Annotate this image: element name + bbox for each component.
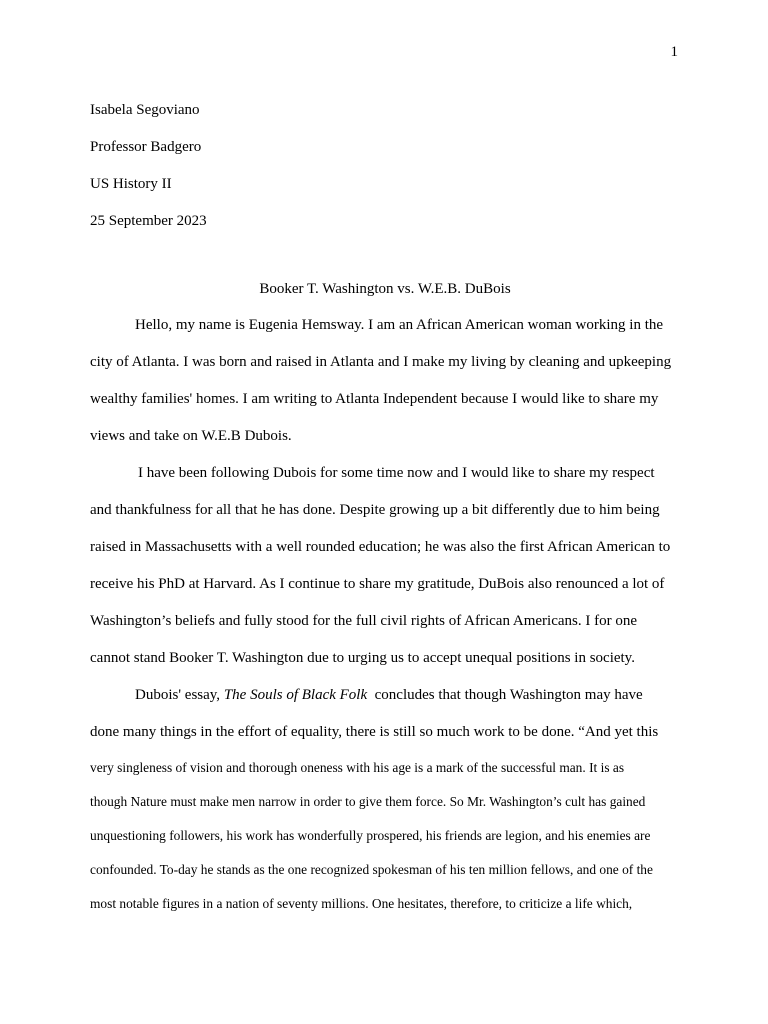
- quote-line: confounded. To-day he stands as the one recognized spokesman of his ten million fellows, and one of the: [90, 862, 653, 877]
- date: 25 September 2023: [90, 213, 207, 229]
- quote-line: most notable figures in a nation of seventy millions. One hesitates, therefore, to criticize a life which,: [90, 896, 633, 911]
- body-text: Dubois' essay,: [135, 687, 224, 703]
- body-line: cannot stand Booker T. Washington due to urging us to accept unequal positions in society.: [90, 650, 635, 666]
- body-line: I have been following Dubois for some time now and I would like to share my respect: [138, 465, 655, 481]
- mla-heading: [90, 92, 680, 240]
- body-line: raised in Massachusetts with a well rounded education; he was also the first African American to: [90, 539, 671, 555]
- body-line: [90, 677, 680, 714]
- author-name: Isabela Segoviano: [90, 102, 200, 118]
- course-name: US History II: [90, 176, 172, 192]
- body-line: city of Atlanta. I was born and raised in Atlanta and I make my living by cleaning and upkeeping: [90, 354, 672, 370]
- body-line: views and take on W.E.B Dubois.: [90, 428, 292, 444]
- quote-line: though Nature must make men narrow in order to give them force. So Mr. Washington’s cult has gained: [90, 794, 646, 809]
- body-line: Washington’s beliefs and fully stood for the full civil rights of African Americans. I for one: [90, 613, 638, 629]
- page-number: 1: [670, 44, 678, 60]
- essay-body: [90, 307, 680, 921]
- body-line: Hello, my name is Eugenia Hemsway. I am an African American woman working in the: [135, 317, 664, 333]
- body-text: concludes that though Washington may have: [367, 687, 643, 703]
- body-line: wealthy families' homes. I am writing to Atlanta Independent because I would like to share my: [90, 391, 659, 407]
- essay-title: Booker T. Washington vs. W.E.B. DuBois: [259, 281, 511, 297]
- body-line: and thankfulness for all that he has done. Despite growing up a bit differently due to him being: [90, 502, 660, 518]
- body-line: receive his PhD at Harvard. As I continue to share my gratitude, DuBois also renounced a lot of: [90, 576, 665, 592]
- book-title: The Souls of Black Folk: [223, 687, 368, 703]
- body-line: done many things in the effort of equality, there is still so much work to be done. “And yet this: [90, 724, 659, 740]
- quote-line: unquestioning followers, his work has wonderfully prospered, his friends are legion, and his enemies are: [90, 828, 651, 843]
- quote-line: very singleness of vision and thorough oneness with his age is a mark of the successful man. It is as: [90, 760, 625, 775]
- professor-name: Professor Badgero: [90, 139, 202, 155]
